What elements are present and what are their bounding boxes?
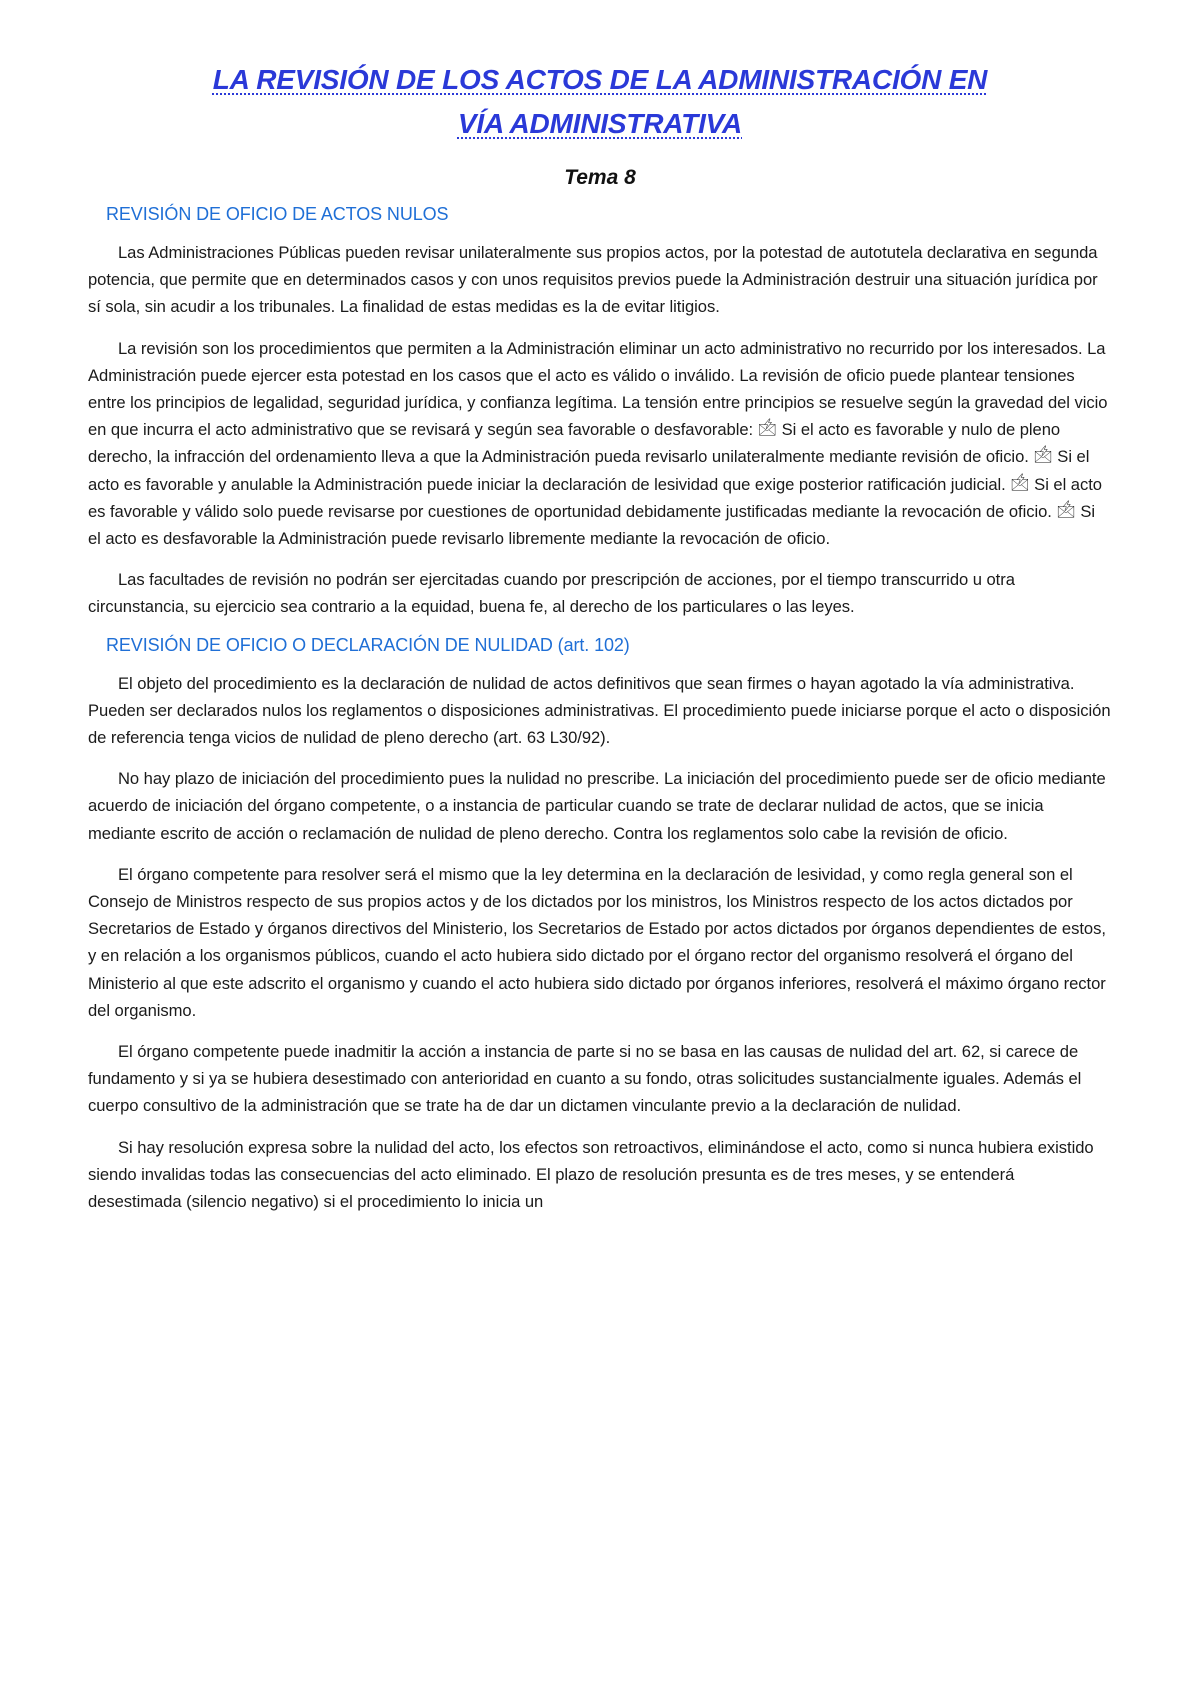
paragraph: El órgano competente para resolver será el mismo que la ley determina en la declaración de lesividad, y como regla general son el Consejo de Ministros respecto de sus propios actos y de los dictados por los ministros, los Ministros respecto de los actos dictados por Secretarios de Estado y órganos directivos del Ministerio, los Secretarios de Estado por actos dictados por órganos dependientes de estos, y en relación a los organismos públicos, cuando el acto hubiera sido dictado por el órgano rector del organismo resolverá el órgano del Ministerio al que este adscrito el organismo y cuando el acto hubiera sido dictado por órganos inferiores, resolverá el máximo órgano rector del organismo. <box>88 864 1106 1020</box>
paragraph: El objeto del procedimiento es la declaración de nulidad de actos definitivos que sean firmes o hayan agotado la vía administrativa. Pueden ser declarados nulos los reglamentos o disposiciones administrativas. El procedimiento puede iniciarse porque el acto o disposición de referencia tenga vicios de nulidad de pleno derecho (art. 63 L30/92). <box>88 673 1111 748</box>
document-page <box>88 58 1112 1229</box>
document-subtitle: Tema 8 <box>564 166 636 189</box>
paragraph: La revisión son los procedimientos que permiten a la Administración eliminar un acto administrativo no recurrido por los interesados. La Administración puede ejercer esta potestad en los casos que el acto es válido o inválido. La revisión de oficio puede plantear tensiones entre los principios de legalidad, seguridad jurídica, y confianza legítima. La tensión entre principios se resuelve según la gravedad del vicio en que incurra el acto administrativo que se revisará y según sea favorable o desfavorable: 🖄 Si el acto es favorable y nulo de pleno derecho, la infracción del ordenamiento lleva a que la Administración pueda revisarlo unilateralmente mediante revisión de oficio. 🖄 Si el acto es favorable y anulable la Administración puede iniciar la declaración de lesividad que exige posterior ratificación judicial. 🖄 Si el acto es favorable y válido solo puede revisarse por cuestiones de oportunidad debidamente justificadas mediante la revocación de oficio. 🖄 Si el acto es desfavorable la Administración puede revisarlo libremente mediante la revocación de oficio. <box>88 338 1108 549</box>
section-heading: REVISIÓN DE OFICIO DE ACTOS NULOS <box>106 204 449 224</box>
document-title <box>88 58 1112 146</box>
title-line-1: LA REVISIÓN DE LOS ACTOS DE LA ADMINISTRACIÓN EN <box>212 64 988 95</box>
section-revision-oficio-actos-nulos <box>88 204 1112 621</box>
section-declaracion-nulidad <box>88 635 1112 1216</box>
section-heading: REVISIÓN DE OFICIO O DECLARACIÓN DE NULIDAD (art. 102) <box>106 634 630 655</box>
paragraph: Si hay resolución expresa sobre la nulidad del acto, los efectos son retroactivos, eliminándose el acto, como si nunca hubiera existido siendo invalidas todas las consecuencias del acto eliminado. El plazo de resolución presunta es de tres meses, y se entenderá desestimada (silencio negativo) si el procedimiento lo inicia un <box>88 1137 1094 1212</box>
paragraph: Las Administraciones Públicas pueden revisar unilateralmente sus propios actos, por la potestad de autotutela declarativa en segunda potencia, que permite que en determinados casos y con unos requisitos previos puede la Administración destruir una situación jurídica por sí sola, sin acudir a los tribunales. La finalidad de estas medidas es la de evitar litigios. <box>88 243 1098 317</box>
title-line-2: VÍA ADMINISTRATIVA <box>457 108 743 139</box>
paragraph: No hay plazo de iniciación del procedimiento pues la nulidad no prescribe. La iniciación del procedimiento puede ser de oficio mediante acuerdo de iniciación del órgano competente, o a instancia de particular cuando se trate de declarar nulidad de actos, que se inicia mediante escrito de acción o reclamación de nulidad de pleno derecho. Contra los reglamentos solo cabe la revisión de oficio. <box>88 769 1106 843</box>
paragraph: El órgano competente puede inadmitir la acción a instancia de parte si no se basa en las causas de nulidad del art. 62, si carece de fundamento y si ya se hubiera desestimado con anterioridad en cuanto a su fondo, otras solicitudes sustancialmente iguales. Además el cuerpo consultivo de la administración que se trate ha de dar un dictamen vinculante previo a la declaración de nulidad. <box>88 1042 1082 1116</box>
paragraph: Las facultades de revisión no podrán ser ejercitadas cuando por prescripción de acciones, por el tiempo transcurrido u otra circunstancia, su ejercicio sea contrario a la equidad, buena fe, al derecho de los particulares o las leyes. <box>88 570 1015 617</box>
